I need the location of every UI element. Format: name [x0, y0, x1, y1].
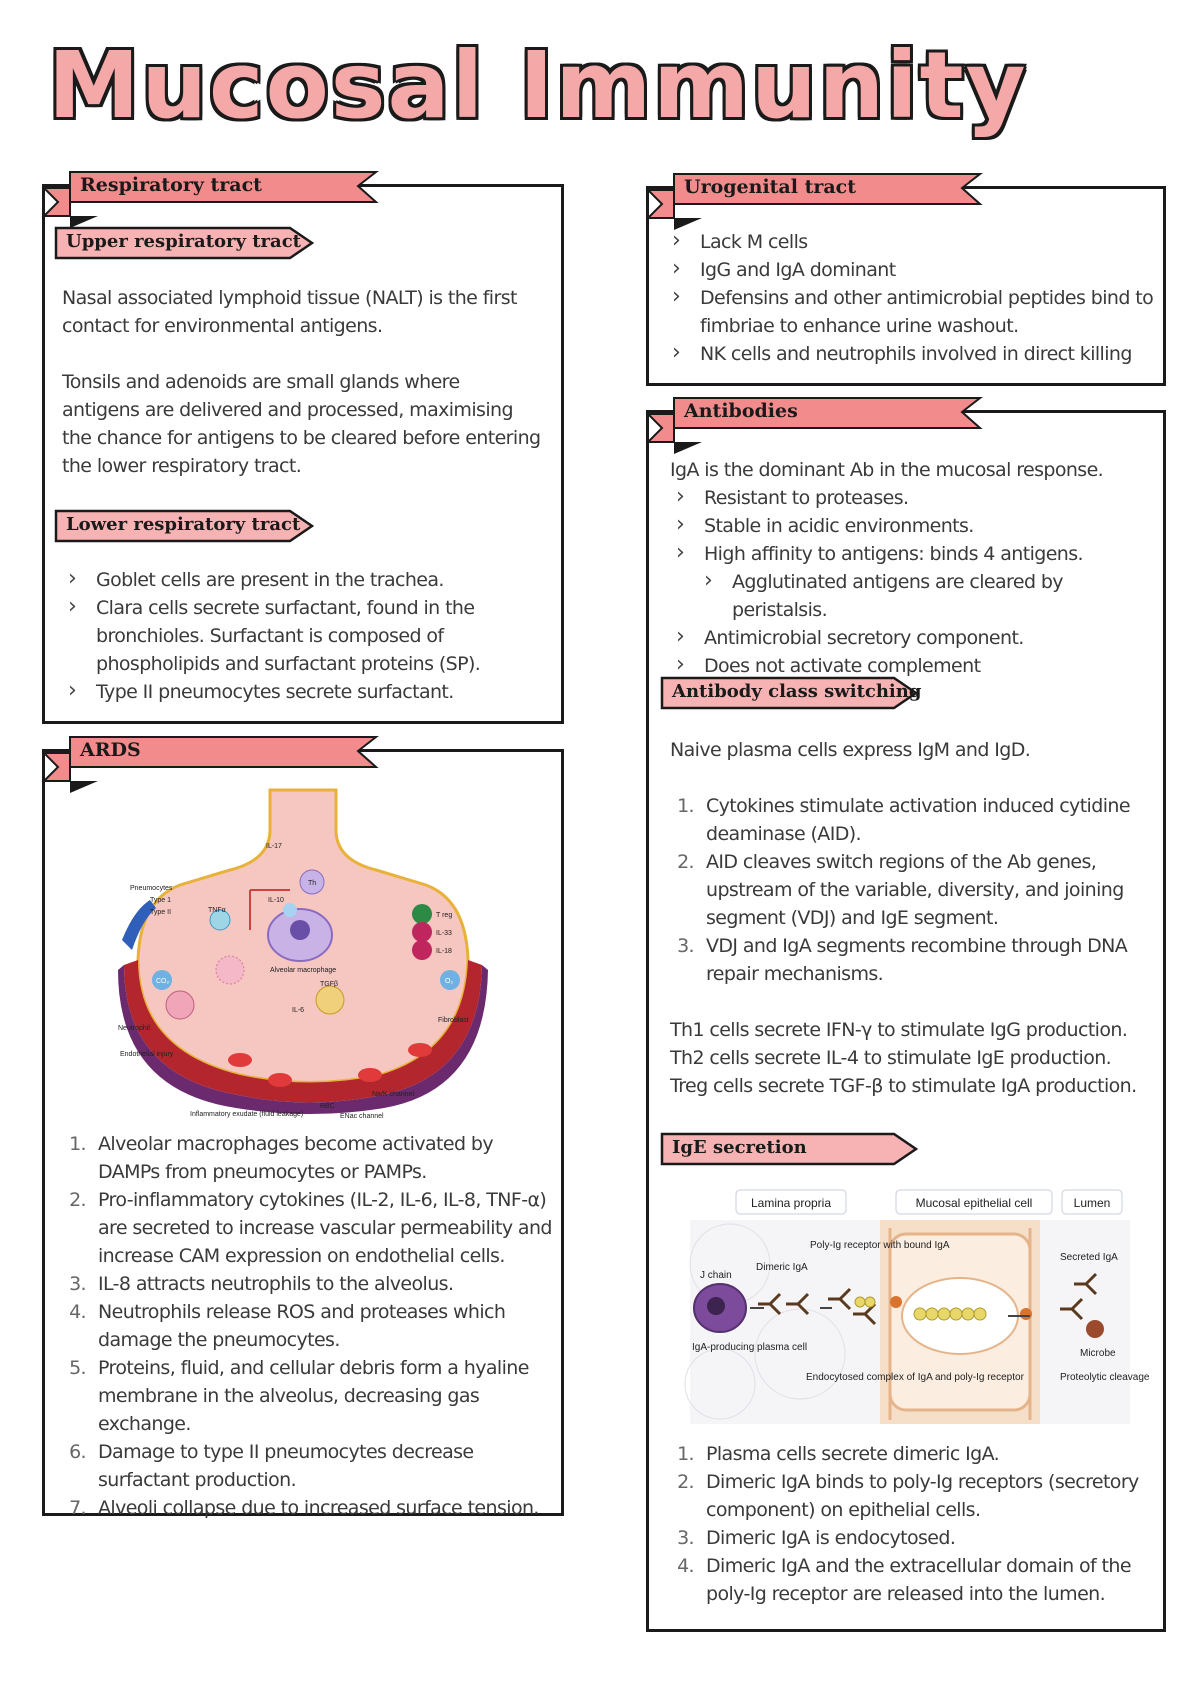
list-item: 1. Alveolar macrophages become activated by DAMPs from pneumocytes or PAMPs.: [69, 1133, 493, 1183]
list-item: › Agglutinated antigens are cleared by peristalsis.: [670, 568, 1160, 624]
switch-steps: [670, 792, 1160, 988]
list-item: › Stable in acidic environments.: [670, 512, 1160, 540]
fig-label-inflammatory-exudate: Inflammatory exudate (fluid leakage): [190, 1111, 304, 1118]
ards-steps: [62, 1130, 552, 1522]
class-switching-text: [670, 736, 1160, 1100]
list-item: 4. Neutrophils release ROS and proteases which damage the pneumocytes.: [69, 1301, 506, 1351]
fig-label-nak: Na/K channel: [372, 1091, 415, 1098]
list-item: › Defensins and other antimicrobial peptides bind to fimbriae to enhance urine washout.: [666, 284, 1156, 340]
list-item: › Goblet cells are present in the trachea.: [62, 566, 542, 594]
lower-respiratory-text: [62, 566, 542, 706]
list-item: › Type II pneumocytes secrete surfactant.: [62, 678, 542, 706]
ige-secretion-label: IgE secretion: [672, 1137, 807, 1158]
ards-text: [62, 1130, 552, 1522]
ige-steps: [670, 1440, 1156, 1608]
respiratory-ribbon: [40, 170, 380, 204]
upper-respiratory-text: [62, 284, 542, 480]
fig-label-il10: IL-10: [268, 897, 284, 904]
fig-label-co2: CO₂: [156, 978, 170, 985]
fig-label-il18: IL-18: [436, 948, 452, 955]
fig-label-tnfa: TNFα: [208, 907, 226, 914]
list-item: › Resistant to proteases.: [670, 484, 1160, 512]
fig-label-rbc: RBC: [320, 1103, 335, 1110]
class-switching-tag: [660, 676, 920, 710]
fig-label-endocytosed: Endocytosed complex of IgA and poly-Ig receptor: [806, 1372, 1024, 1383]
iga-transcytosis-diagram: [690, 1184, 1150, 1424]
list-item: › Antimicrobial secretory component.: [670, 624, 1160, 652]
nalt-paragraph: Nasal associated lymphoid tissue (NALT) is the first contact for environmental antigens.: [62, 287, 517, 337]
list-item: 6. Damage to type II pneumocytes decrease surfactant production.: [69, 1441, 474, 1491]
th2-line: Th2 cells secrete IL-4 to stimulate IgE production.: [670, 1047, 1112, 1069]
fig-label-microbe: Microbe: [1080, 1348, 1116, 1359]
fig-label-producing: IgA-producing plasma cell: [692, 1342, 808, 1353]
lower-respiratory-tag: [54, 509, 316, 543]
fig-label-lumen: Lumen: [1073, 1196, 1111, 1210]
list-item: › IgG and IgA dominant: [666, 256, 1156, 284]
ards-ribbon: [40, 735, 380, 769]
fig-label-proteolytic: Proteolytic cleavage: [1060, 1372, 1150, 1383]
fig-label-th: Th: [308, 880, 317, 887]
fig-label-treg: T reg: [436, 912, 453, 919]
fig-label-epithelial: Mucosal epithelial cell: [915, 1196, 1033, 1210]
list-item: › Clara cells secrete surfactant, found in the bronchioles. Surfactant is composed of phospholipids and surfactant proteins (SP).: [62, 594, 542, 678]
fig-label-alveolar-macrophage: Alveolar macrophage: [270, 967, 337, 974]
fig-label-il33: IL-33: [436, 930, 452, 937]
fig-label-lamina: Lamina propria: [750, 1196, 832, 1210]
list-item: 4. Dimeric IgA and the extracellular domain of the poly-Ig receptor are released into the lumen.: [677, 1555, 1131, 1605]
fig-label-endothelial-injury: Endothelial injury: [120, 1051, 174, 1058]
list-item: 1. Plasma cells secrete dimeric IgA.: [677, 1443, 1000, 1465]
lower-respiratory-list: [62, 566, 542, 706]
list-item: › High affinity to antigens: binds 4 antigens.: [670, 540, 1160, 568]
list-item: 2. AID cleaves switch regions of the Ab genes, upstream of the variable, diversity, and joining segment (VDJ) and IgE segment.: [677, 851, 1124, 929]
upper-respiratory-label: Upper respiratory tract: [66, 231, 301, 252]
fig-label-enac: ENac channel: [340, 1113, 384, 1120]
list-item: › Does not activate complement: [670, 652, 1160, 680]
list-item: › NK cells and neutrophils involved in direct killing: [666, 340, 1156, 368]
ige-secretion-text: [670, 1440, 1156, 1608]
iga-properties-list: [670, 484, 1160, 680]
upper-respiratory-tag: [54, 226, 316, 260]
list-item: 2. Dimeric IgA binds to poly-Ig receptors (secretory component) on epithelial cells.: [677, 1471, 1139, 1521]
tonsils-paragraph: Tonsils and adenoids are small glands where antigens are delivered and processed, maximising the chance for antigens to be cleared before entering the lower respiratory tract.: [62, 371, 541, 477]
urogenital-text: [666, 228, 1156, 368]
antibodies-text: [670, 456, 1160, 680]
antibodies-ribbon: [644, 396, 984, 430]
list-item: 3. IL-8 attracts neutrophils to the alveolus.: [69, 1273, 454, 1295]
list-item: 5. Proteins, fluid, and cellular debris form a hyaline membrane in the alveolus, decreasing gas exchange.: [69, 1357, 529, 1435]
treg-line: Treg cells secrete TGF-β to stimulate IgA production.: [670, 1075, 1137, 1097]
antibodies-header: Antibodies: [684, 400, 798, 422]
fig-label-secreted: Secreted IgA: [1060, 1252, 1118, 1263]
fig-label-dimeric: Dimeric IgA: [756, 1262, 808, 1273]
fig-label-type2: Type II: [150, 909, 172, 916]
th1-line: Th1 cells secrete IFN-γ to stimulate IgG production.: [670, 1019, 1128, 1041]
fig-label-il17: IL-17: [266, 843, 282, 850]
fig-label-o2: O₂: [445, 978, 454, 985]
fig-label-fibroblast: Fibroblast: [438, 1017, 469, 1024]
list-item: 1. Cytokines stimulate activation induced cytidine deaminase (AID).: [677, 795, 1130, 845]
list-item: 2. Pro-inflammatory cytokines (IL-2, IL-6, IL-8, TNF-α) are secreted to increase vascular permeability and increase CAM expression on endothelial cells.: [69, 1189, 552, 1267]
urogenital-list: [666, 228, 1156, 368]
list-item: › Lack M cells: [666, 228, 1156, 256]
class-switching-label: Antibody class switching: [672, 681, 922, 702]
fig-label-jchain: J chain: [700, 1270, 732, 1281]
ards-diagram: [120, 790, 490, 1120]
urogenital-header: Urogenital tract: [684, 176, 857, 198]
list-item: 7. Alveoli collapse due to increased surface tension.: [69, 1497, 539, 1519]
page-title: Mucosal Immunity: [48, 32, 1028, 139]
list-item: 3. VDJ and IgA segments recombine through DNA repair mechanisms.: [677, 935, 1128, 985]
fig-label-polyig: Poly-Ig receptor with bound IgA: [810, 1240, 950, 1251]
ards-header: ARDS: [80, 739, 141, 761]
iga-intro: IgA is the dominant Ab in the mucosal response.: [670, 459, 1104, 481]
fig-label-pneumocytes: Pneumocytes: [130, 885, 173, 892]
urogenital-ribbon: [644, 172, 984, 206]
fig-label-type1: Type 1: [150, 897, 172, 904]
switch-intro: Naive plasma cells express IgM and IgD.: [670, 739, 1031, 761]
list-item: 3. Dimeric IgA is endocytosed.: [677, 1527, 956, 1549]
fig-label-il6: IL-6: [292, 1007, 305, 1014]
ige-secretion-tag: [660, 1132, 920, 1166]
fig-label-neutrophil: Neutrophil: [118, 1025, 150, 1032]
lower-respiratory-label: Lower respiratory tract: [66, 514, 301, 535]
fig-label-tgfb: TGFβ: [320, 981, 339, 988]
respiratory-header: Respiratory tract: [80, 174, 262, 196]
